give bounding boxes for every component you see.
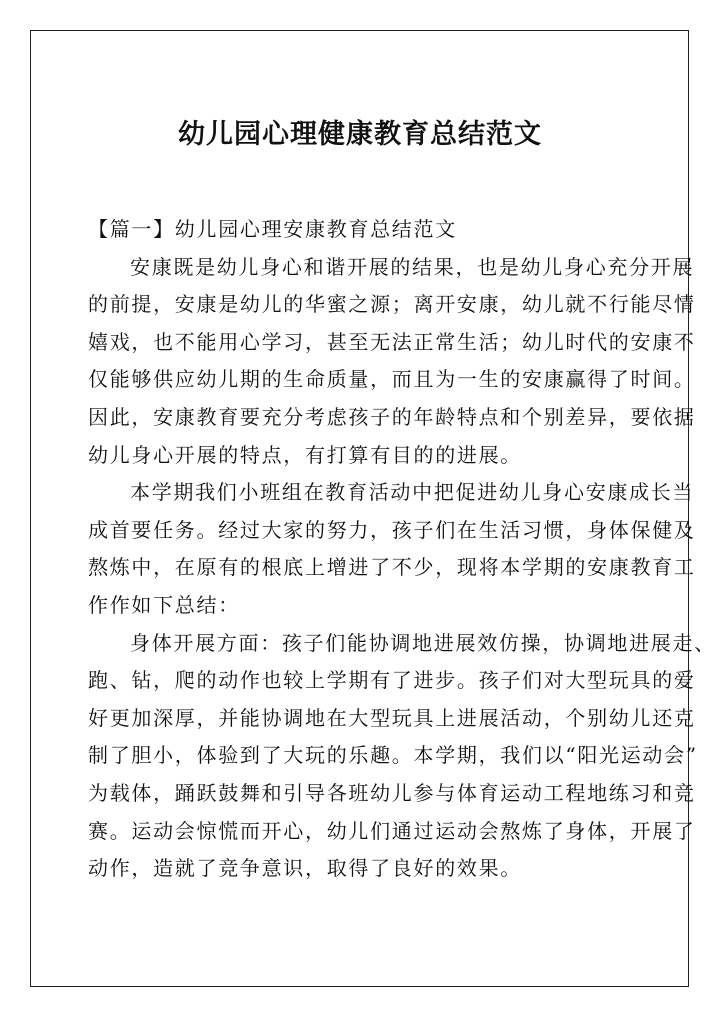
paragraph-line: 的前提，安康是幼儿的华蜜之源；离开安康，幼儿就不行能尽情 — [88, 292, 696, 317]
paragraph-line: 身体开展方面：孩子们能协调地进展效仿操，协调地进展走、 — [130, 630, 716, 655]
paragraph — [88, 474, 696, 624]
paragraph-line: 安康既是幼儿身心和谐开展的结果，也是幼儿身心充分开展 — [130, 254, 695, 279]
paragraph-line: 成首要任务。经过大家的努力，孩子们在生活习惯，身体保健及 — [88, 517, 696, 542]
paragraph-line: 制了胆小，体验到了大玩的乐趣。本学期，我们以“阳光运动会” — [88, 743, 698, 768]
paragraph-line: 熬炼中，在原有的根底上增进了不少，现将本学期的安康教育工 — [88, 555, 696, 580]
paragraph-line: 动作，造就了竞争意识，取得了良好的效果。 — [88, 856, 522, 881]
paragraph-line: 仅能够供应幼儿期的生命质量，而且为一生的安康赢得了时间。 — [88, 367, 696, 392]
paragraph — [88, 625, 716, 888]
paragraph-line: 作作如下总结： — [88, 592, 240, 617]
section-heading: 【篇一】幼儿园心理安康教育总结范文 — [88, 217, 457, 241]
paragraph-line: 本学期我们小班组在教育活动中把促进幼儿身心安康成长当 — [130, 480, 695, 505]
paragraph — [88, 249, 696, 475]
paragraph-line: 因此，安康教育要充分考虑孩子的年龄特点和个别差异，要依据 — [88, 404, 696, 429]
paragraph-line: 嬉戏，也不能用心学习，甚至无法正常生活；幼儿时代的安康不 — [88, 329, 696, 354]
paragraph-line: 跑、钻，爬的动作也较上学期有了进步。孩子们对大型玩具的爱 — [88, 668, 696, 693]
document-body — [88, 211, 716, 888]
paragraph-line: 赛。运动会惊慌而开心，幼儿们通过运动会熬炼了身体，开展了 — [88, 818, 696, 843]
document-title: 幼儿园心理健康教育总结范文 — [178, 119, 542, 150]
paragraph-line: 好更加深厚，并能协调地在大型玩具上进展活动，个别幼儿还克 — [88, 705, 696, 730]
paragraph-line: 幼儿身心开展的特点，有打算有目的的进展。 — [88, 442, 522, 467]
paragraph-line: 为载体，踊跃鼓舞和引导各班幼儿参与体育运动工程地练习和竞 — [88, 780, 696, 805]
